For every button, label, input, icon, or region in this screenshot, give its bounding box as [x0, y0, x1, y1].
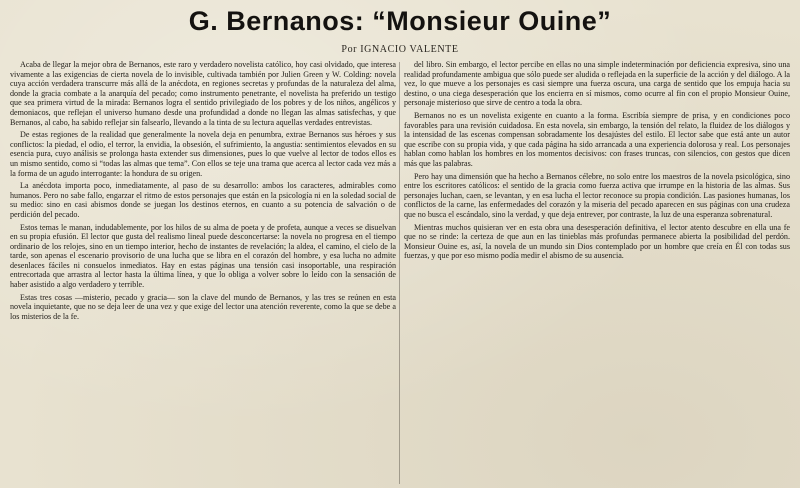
paragraph: De estas regiones de la realidad que generalmente la novela deja en penumbra, extrae Bernanos sus héroes y sus conflictos: la piedad, el odio, el terror, la envidia, la obsesión, el sufrimiento, la angustia: sentimientos elevados en su esencia pura, cuyo análisis se prolonga hasta extender sus dimensiones, pues lo que vuelve al lector de todos ellos es un mismo sentido, como si “todas las almas que tema”. Con ellos se teje una trama que acerca al lector cada vez más a la forma de un agudo interrogante: la hondura de su origen.	[10, 130, 396, 178]
right-column	[404, 60, 790, 486]
column-divider	[399, 62, 400, 484]
left-column	[10, 60, 396, 486]
paragraph: del libro. Sin embargo, el lector percibe en ellas no una simple indeterminación por deficiencia expresiva, sino una realidad profundamente ambigua que sólo puede ser aludida o reflejada en la superficie de la acción y del diálogo. A la vez, lo que mueve a los personajes es casi siempre una fuerza oscura, una carga de sentido que los empuja hacia su destino, o una ciega desesperación que los encierra en sí mismos, como ocurre al fin con el propio Monsieur Ouine, personaje misterioso que sirve de centro a toda la obra.	[404, 60, 790, 108]
article-byline: Por IGNACIO VALENTE	[341, 44, 459, 55]
paragraph: Pero hay una dimensión que ha hecho a Bernanos célebre, no solo entre los maestros de la novela psicológica, sino entre los escritores católicos: el sentido de la gracia como fuerza activa que irrumpe en la historia de las almas. Sus personajes luchan, caen, se levantan, y en esa lucha el lector reconoce su propia condición. Las pasiones humanas, los conflictos de la carne, las enfermedades del corazón y la miseria del pecado aparecen en sus páginas con una crudeza que no busca el escándalo, sino la verdad, y que deja entrever, por contraste, la luz de una esperanza sobrenatural.	[404, 171, 790, 219]
article-title: G. Bernanos: “Monsieur Ouine”	[188, 6, 612, 36]
paragraph: Mientras muchos quisieran ver en esta obra una desesperación definitiva, el lector atento descubre en ella una fe que no se rinde: la certeza de que aun en las tinieblas más profundas permanece abierta la posibilidad del perdón. Monsieur Ouine es, así, la novela de un mundo sin Dios contemplado por un hombre que creía en Él con todas sus fuerzas, y que por eso mismo podía medir el abismo de su ausencia.	[404, 222, 790, 261]
paragraph: Estos temas le manan, indudablemente, por los hilos de su alma de poeta y de profeta, aunque a veces se disuelvan en su propia efusión. El lector que gusta del realismo lineal puede desconcertarse: la novela no progresa en el tiempo ordinario de los relojes, sino en un tiempo interior, hecho de instantes de revelación; la aldea, el camino, el cielo de la tarde, son apenas el escenario provisorio de una lucha que se libra en el corazón del hombre, y esa lucha no admite desenlaces fáciles ni consuelos inmediatos. Hay en estas páginas una tensión casi insoportable, una respiración entrecortada que arrastra al lector hasta la última línea, y que lo obliga a volver sobre lo leído con la sensación de haber asistido a algo verdadero y terrible.	[10, 222, 396, 290]
paragraph: La anécdota importa poco, inmediatamente, al paso de su desarrollo: ambos los caracteres, admirables como humanos. Pero no sabe fallo, engarzar el ritmo de estos personajes que están en la psicología ni en la soledad social de su medio: sino en casi abismos donde se juegan los destinos eternos, en cuanto a su potencia de salvación o de perdición del pecado.	[10, 181, 396, 219]
paragraph: Estas tres cosas —misterio, pecado y gracia— son la clave del mundo de Bernanos, y las tres se reúnen en esta novela inquietante, que no se deja leer de una vez y que exige del lector una atención reverente, como la que se debe a los misterios de la fe.	[10, 292, 396, 321]
paragraph: Bernanos no es un novelista exigente en cuanto a la forma. Escribía siempre de prisa, y en condiciones poco favorables para una revisión cuidadosa. En esta novela, sin embargo, la tensión del relato, la fluidez de los diálogos y la intensidad de las escenas compensan sobradamente los desajústes del estilo. El lector sabe que está ante un autor que escribe con su propia vida, y que cada página ha sido arrancada a una experiencia dolorosa y real. Los personajes hablan como hablan los hombres en los momentos decisivos: con frases truncas, con silencios, con gestos que dicen más que las palabras.	[404, 110, 790, 168]
paragraph: Acaba de llegar la mejor obra de Bernanos, este raro y verdadero novelista católico, hoy casi olvidado, que interesa vivamente a las exigencias de cierta novela de lo invisible, cultivada también por Julien Green y W. Colding: novela cuya acción verdadera transcurre más allá de la anécdota, en regiones secretas y profundas de la naturaleza del alma, donde la gracia combate a la anarquía del pecado; como instrumento penetrante, el novelista ha preferido un testigo que sea primera virtud de la mirada: Bernanos logra el sentido privilegiado de los pobres y de los niños, angélicos y demoniacos, que reflejan el universo humano desde una profundidad a donde no llegan las almas satisfechas, y que Bernanos, al cabo, ha sabido reflejar sin falsearlo, llevando a la tinta de su lectura aquellas verdades entrevistas.	[10, 60, 396, 127]
